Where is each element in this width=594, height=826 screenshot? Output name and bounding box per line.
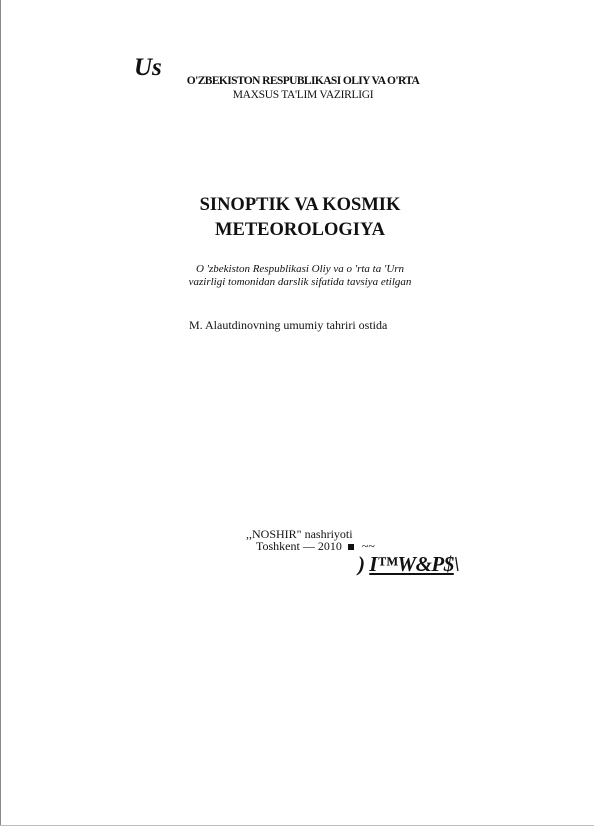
scan-mark-body: I™W&P$ (369, 552, 454, 576)
editor-credit: M. Alautdinovning umumiy tahriri ostida (189, 318, 388, 332)
page-left-border (0, 0, 1, 826)
scan-mark-suffix: \ (453, 552, 460, 576)
book-title-line2: METEOROLOGIYA (215, 220, 385, 240)
scan-artifact-mark (358, 552, 459, 577)
ministry-name-line2: MAXSUS TA'LIM VAZIRLIGI (232, 89, 374, 101)
place-year: Toshkent — 2010 (256, 539, 342, 553)
scan-mark-prefix: ) (358, 552, 370, 576)
place-year-line (256, 539, 375, 554)
publisher-name: ,,NOSHIR" nashriyoti (246, 527, 353, 541)
square-bullet-icon (348, 544, 354, 550)
approval-note-line2: vazirligi tomonidan darslik sifatida tavsiya etilgan (188, 276, 412, 288)
tilde-mark: ~~ (361, 539, 375, 553)
corner-mark: Us (134, 54, 162, 81)
ministry-name-line1: O'ZBEKISTON RESPUBLIKASI OLIY VA O'RTA (186, 75, 420, 87)
book-title-line1: SINOPTIK VA KOSMIK (199, 195, 401, 215)
approval-note-line1: O 'zbekiston Respublikasi Oliy va o 'rta ta 'Urn (195, 263, 405, 275)
